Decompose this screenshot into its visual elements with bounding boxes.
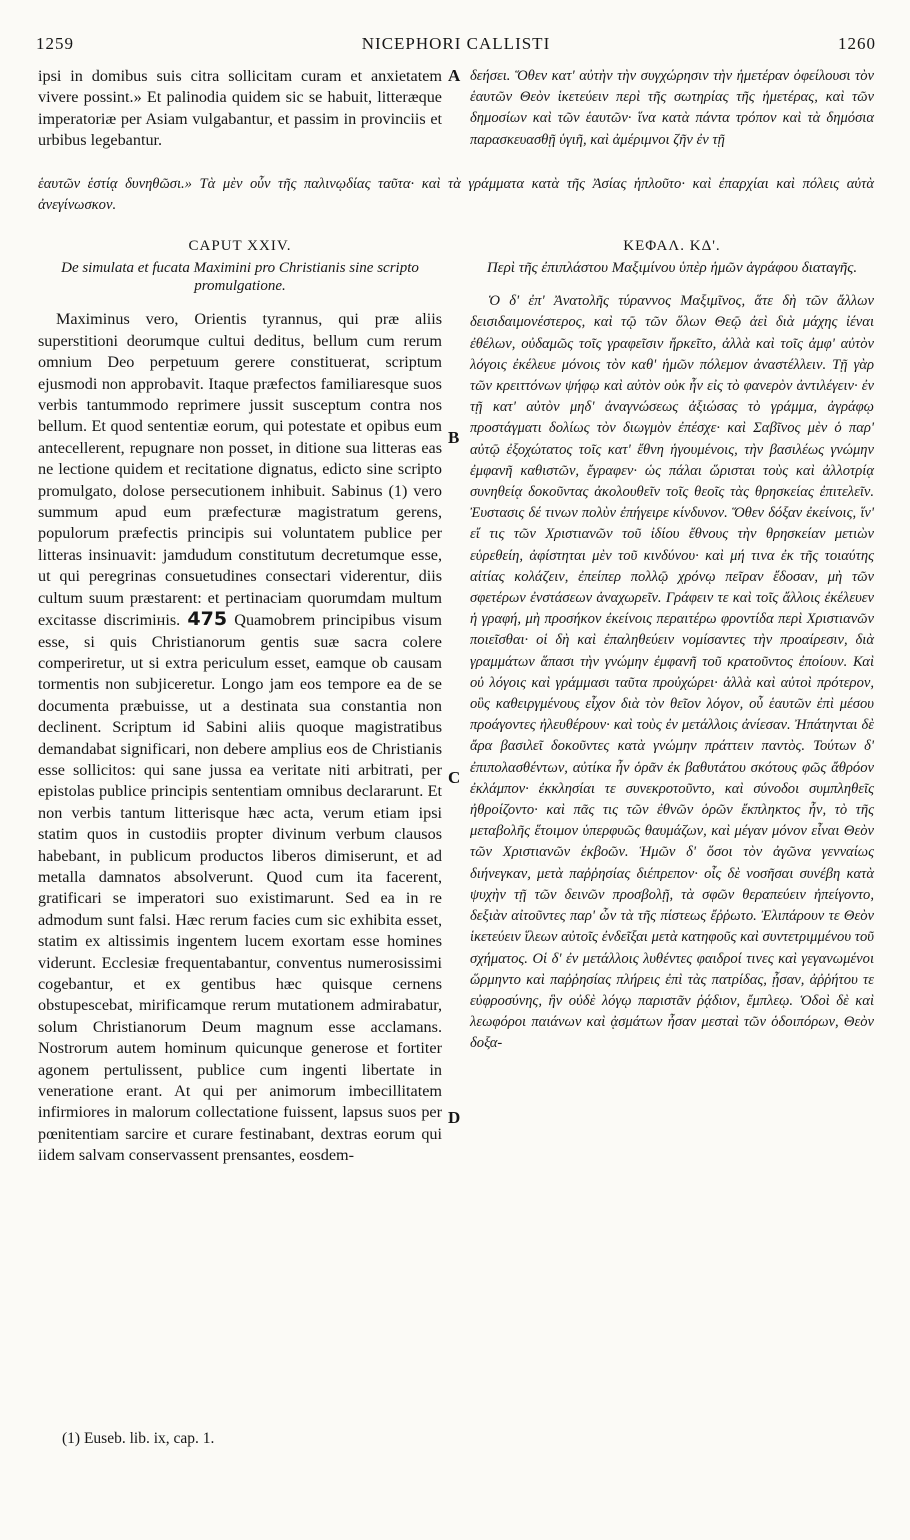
latin-body-part2: Quamobrem principibus visum esse, si quis Christianorum gentis suæ sacra colere comperiretur, ut si extra periculum esset, eamque ob causam tormentis non subjiceretur. Longo jam eos tempore ea de se documenta præbuisse, ut a destinata sua constantia non declinent. Scriptum id Sabini aliis quoque magistratibus demandabat significari, non debere amplius eos de Christianis esse sollicitos: qui sane jussa ea veritate niti arbitrati, per epistolas publice principis sententiam omnibus declararunt. Et non verbis tantum litterisque hæc acta, verum etiam ipsi statim quos in custodiis propter divinum verbum clausos habebant, in publicum productos liberos dimiserunt, et ad metalla damnatos absolverunt. Quod cum ita facerent, gratificari se imperatori suo existimarunt. Sed ea in re admodum sunt falsi. Hæc rerum facies cum sic exhibita esset, statim ex altissimis ingentem lucem exortam esse homines viderunt. Ecclesiæ frequentabantur, conventus numerosissimi cogebantur, et ex gentibus hæc quisque cernens obstupescebat, mirificamque rerum mutationem admirabatur, solum Christianorum Deum magnum esse acclamans. Nostrorum autem hominum quicunque generose et fortiter agonem pertulissent, publice cum ingenti libertate in veneratione erant. At qui per animorum imbecillitatem infirmiores in malorum collectatione fuissent, lapsus suos per pœnitentiam sarcire et curare festinabant, dextras eorum qui iidem salvam conservassent prensantes, eosdem-	[38, 611, 442, 1165]
greek-column	[470, 236, 874, 1069]
latin-body-part1: Maximinus vero, Orientis tyrannus, qui præ aliis superstitioni deorumque cultui deditus, bellum cum rerum omnium Deo perpetuum gerere constituerat, scriptum ejusmodi non approbavit. Itaque præfectos familiaresque suos verbis tantummodo reprimere jussit susceptum contra nos bellum. Et quod sententiæ eorum, qui potestate et opibus eum antecellerent, repugnare non posset, in ditione sua litteras eas ne lectione quidem et recitatione dignatus, edicto sine scripto promulgato, dolose persecutionem inhibuit. Sabinus (1) vero summum apud eum præfecturæ magistratum gerens, populorum præfectis principis sui voluntatem publice per litteras insinuavit: jamdudum constitutum decretumque esse, ut qui peregrinas consuetudines consectari viderentur, diis cultum suum præstarent: et pertinaciam quorumdam multum excitasse discrimінis.	[38, 310, 442, 630]
running-title: NICEPHORI CALLISTI	[361, 34, 551, 53]
margin-letter-d: D	[448, 1108, 461, 1127]
latin-chapter-subtitle: De simulata et fucata Maximini pro Christianis sine scripto promulgatione.	[61, 260, 419, 295]
latin-body	[38, 309, 442, 1166]
greek-chapter-heading: ΚΕΦΑΛ. ΚΔ'.	[623, 238, 721, 254]
greek-continuation-span: ἑαυτῶν ἑστίᾳ δυνηθῶσι.» Τὰ μὲν οὖν τῆς παλινῳδίας ταῦτα· καὶ τὰ γράμματα κατὰ τῆς Ἀσίας ἡπλοῦτο· καὶ ἐπαρχίαι καὶ πόλεις αὐτὰ ἀνεγίνωσκον.	[38, 176, 874, 213]
greek-body: Ὁ δ' ἐπ' Ἀνατολῆς τύραννος Μαξιμῖνος, ἅτε δὴ τῶν ἄλλων δεισιδαιμονέστερος, καὶ τῷ τῶν ὅλων Θεῷ ἀεὶ διὰ μάχης ἰέναι ἐθέλων, οὐδαμῶς τοῖς γραφεῖσιν ἤρκεῖτο, ἀλλὰ καὶ τοῖς ἀμφ' αὐτὸν λόγοις ἐκέλευε μόνοις τὸν καθ' ἡμῶν πόλεμον ἀναστέλλειν. Τῇ γὰρ τῶν κρειττόνων ψήφῳ καὶ αὐτὸν οὐκ ἦν εἰς τὸ φανερὸν ἀντιλέγειν· ἐν τῇ κατ' αὐτὸν μηδ' ἀναγνώσεως ἀξιώσας τὸ γράμμα, ἀγράφῳ προστάγματι δολίως τὸν διωγμὸν ἐπέσχε· καὶ Σαβῖνος μὲν ὁ παρ' αὐτῷ ἐξοχώτατος τοῖς κατ' ἔθνη ἡγουμένοις, τὴν βασιλέως γνώμην ἐμφανῆ καθιστῶν, ἔγραφεν· ὡς πάλαι ὥρισται τοὺς καὶ ἀλλοτρίᾳ συνηθείᾳ δοκοῦντας ἀκολουθεῖν τοῖς θεοῖς τὰς θρησκείας ἐπιτελεῖν. Ἐυστασις δέ τινων πολὺν ἐπήγειρε κίνδυνον. Ὅθεν δόξαν ἐκείνοις, ἵν' εἴ τις τῶν Χριστιανῶν τοῦ ἰδίου ἔθνους τὴν θρησκείαν μετιὼν εὑρεθείη, ἀφίστηται μὲν τοῦ κινδύνου· καὶ μή τινα ἐκ τῆς τοιαύτης αἰτίας κολάζειν, ἐπείπερ πολλῷ χρόνῳ πεῖραν ἔδοσαν, μὴ τῶν σφετέρων ἐνστάσεων ἀναχωρεῖν. Γράφειν τε καὶ τοῖς ἄλλοις ἐκέλευεν ἡ γραφή, μὴ προσήκον ἐκείνοις περαιτέρω φροντίδα περὶ Χριστιανῶν ποιεῖσθαι· οἱ δὴ καὶ ἐπαληθεύειν νομίσαντες τὴν προαίρεσιν, διὰ γραμμάτων ἅπασι τὴν γνώμην ἐμφανῆ τοῦ κρατοῦντος ἐποίουν. Καὶ οὐ λόγοις καὶ γράμμασι ταῦτα προὐχώρει· ἀλλὰ καὶ αὐτοὶ πρότερον, οὓς καθειργμένους εἶχον διὰ τὸν θεῖον λόγον, οὗ ἑαυτῶν ἐπὶ μέσου προάγοντες ἠλευθέρουν· καὶ τοὺς ἐν μετάλλοις ἀνίεσαν. Ἠπάτηνται δὲ ἄρα βασιλεῖ δοκοῦντες κατὰ γνώμην πράττειν παντὸς. Τούτων δ' ἐπιπολασθέντων, αὐτίκα ἦν ὁρᾶν ἐκ βαθυτάτου σκότους φῶς ἄθρόον ἐκλάμπον· ἐκκλησίαι τε συνεκροτοῦντο, καὶ σύνοδοι συμπληθεῖς ἠθροίζοντο· καὶ πᾶς τις τῶν ἐθνῶν ὁρῶν ἔκπληκτος ἦν, τὸ τῆς μεταβολῆς ἕτοιμον ὑπερφυῶς θαυμάζων, καὶ μέγαν μόνον εἶναι Θεὸν τῶν Χριστιανῶν ἐκβοῶν. Ἡμῶν δ' ὅσοι τὸν ἀγῶνα γενναίως διήνεγκαν, μετὰ παῤῥησίας διέπρεπον· οἷς δὲ νοσῆσαι συνέβη κατὰ ψυχὴν τῇ τῶν δεινῶν προσβολῇ, τὰ σφῶν θεραπεύειν ἠπείγοντο, δεξιὰν αἰτοῦντες παρ' ὧν τὰ τῆς πίστεως ἔῤῥωτο. Ἐλιπάρουν τε Θεὸν ἱκετεύειν ἵλεων αὐτοῖς ἐνδεῖξαι μετὰ κατηφοῦς καὶ συντετριμμένου τοῦ σχήματος. Οἱ δ' ἐν μετάλλοις λυθέντες φαιδροί τινες καὶ γεγανωμένοι ὥρμηντο καὶ παῤῥησίας πλήρεις ἐπὶ τὰς πατρίδας, ᾖσαν, ἀῤῥήτου τε εὐφροσύνης, ἣν οὐδὲ λόγῳ παριστᾶν ῥᾴδιον, ἔμπλεῳ. Ὁδοὶ δὲ καὶ λεωφόροι παιάνων καὶ ᾀσμάτων ἦσαν μεσταὶ τῶν ὁδοιπόρων, Θεὸν δοξα-	[470, 293, 874, 1052]
page-number-left: 1259	[36, 34, 74, 53]
margin-letter-b: B	[448, 428, 460, 447]
margin-letter-c: C	[448, 768, 461, 787]
latin-continuation: ipsi in domibus suis citra sollicitam curam et anxietatem vivere possint.» Et palinodia quidem sic se habuit, litteræque imperatoriæ per Asiam vulgabantur, et passim in provinciis et urbibus legebantur.	[38, 67, 442, 150]
greek-continuation: δεήσει. Ὅθεν κατ' αὐτὴν τὴν συγχώρησιν τὴν ἡμετέραν ὀφείλουσι τὸν ἑαυτῶν Θεὸν ἱκετεύειν περὶ τῆς σωτηρίας τῆς ἡμετέρας, καὶ τῶν δημοσίων καὶ τῶν ἑαυτῶν· ἵνα κατὰ πάντα τρόπον καὶ τὰ δημόσια παρασκευασθῇ ὑγιῆ, καὶ ἀμέριμνοι ζῆν ἐν τῇ	[470, 68, 874, 148]
margin-letter-a: A	[448, 66, 461, 85]
footnote: (1) Euseb. lib. ix, cap. 1.	[62, 1430, 215, 1447]
greek-chapter-subtitle: Περὶ τῆς ἐπιπλάστου Μαξιμίνου ὑπὲρ ἡμῶν ἀγράφου διαταγῆς.	[486, 260, 858, 277]
latin-chapter-heading: CAPUT XXIV.	[188, 238, 292, 254]
page-number-right: 1260	[838, 34, 876, 53]
inline-page-number: 475	[187, 608, 228, 631]
page-header	[36, 34, 876, 58]
latin-column	[38, 236, 442, 1167]
